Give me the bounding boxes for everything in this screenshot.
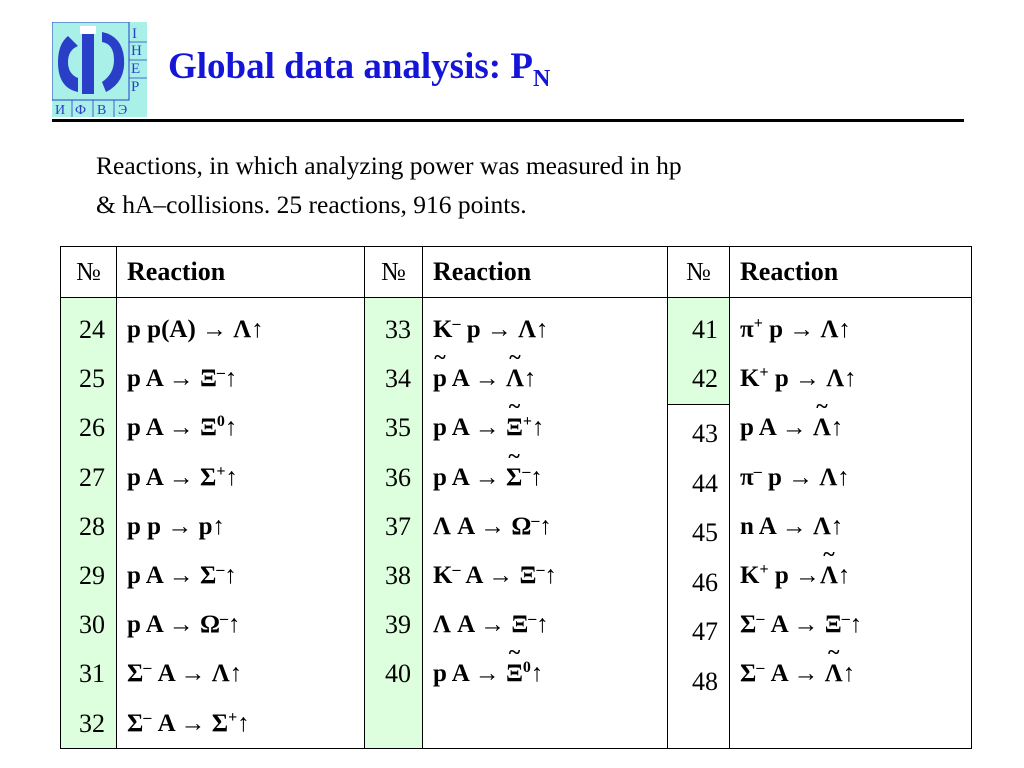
reaction-number: 30 [79,610,105,640]
svg-text:Э: Э [118,103,128,117]
numbers-column-1 [61,298,117,749]
reaction-number: 44 [692,468,718,498]
reaction-number: 39 [385,610,411,640]
reaction-formula: p A → ~ Σ–↑ [433,453,667,502]
reaction-formula: p A → Ξ–↑ [127,364,238,393]
reaction-number: 46 [692,567,718,597]
reaction-formula: K– A → Ξ–↑ [433,560,557,589]
reaction-number: 41 [692,315,718,344]
reaction-formula: Λ A → Ξ–↑ [433,610,549,639]
reaction-number: 36 [385,462,411,492]
svg-text:В: В [97,103,107,117]
reaction-header: Reaction [730,247,972,298]
reaction-number: 35 [385,413,411,443]
reaction-header: Reaction [117,247,365,298]
number-header: № [61,247,117,298]
reaction-formula: K– p → Λ↑ [433,315,549,343]
reaction-formula: Σ– A → Σ+↑ [127,708,250,737]
reaction-formula: ~ p A → ~ Λ↑ [433,354,667,403]
reaction-header: Reaction [423,247,668,298]
numbers-column-3-bottom [668,405,730,749]
reaction-formula: n A → Λ↑ [740,512,844,540]
svg-text:Р: Р [131,79,140,95]
reaction-number: 24 [79,315,105,344]
reaction-number: 47 [692,617,718,647]
reaction-number: 42 [692,364,718,394]
reaction-formula: p $A \to \Xi^0↑$ [127,413,238,442]
numbers-column-2 [365,298,423,749]
table-row [61,298,972,405]
reaction-formula: p A → Σ–↑ [127,560,237,589]
reaction-number: 25 [79,364,105,394]
reaction-formula: Λ A → Ω–↑ [433,511,552,540]
reaction-number: 29 [79,560,105,590]
reactions-column-3 [730,298,972,749]
reaction-number: 48 [692,666,718,696]
reaction-formula: Σ– A → ~ Λ↑ [740,649,971,698]
reaction-formula: p A → ~ $\Xi^0↑$ [433,649,667,698]
reaction-formula: p p(A) → Λ↑ [127,316,264,343]
reaction-number: 37 [385,511,411,541]
title-main: Global data analysis: P [168,46,533,87]
ihep-logo [52,22,147,117]
reaction-number: 27 [79,462,105,492]
reaction-number: 34 [385,364,411,394]
number-header: № [668,247,730,298]
page-title [168,46,551,92]
reaction-formula: p A → Ω–↑ [127,610,241,639]
reactions-column-1 [117,298,365,749]
numbers-column-3-top [668,298,730,405]
svg-text:I: I [132,26,137,42]
reaction-number: 38 [385,560,411,590]
reaction-formula: p A → Σ+↑ [127,462,238,491]
reaction-number: 45 [692,518,718,548]
table-header-row [61,247,972,298]
description [96,146,916,224]
svg-text:И: И [55,103,66,117]
reaction-number: 43 [692,419,718,448]
title-divider [52,119,964,122]
reaction-formula: p p → p↑ [127,512,225,540]
reaction-number: 40 [385,659,411,689]
title-subscript: N [532,66,551,92]
svg-text:Е: Е [131,61,141,77]
svg-text:Н: Н [131,43,142,59]
number-header: № [365,247,423,298]
reaction-formula: Σ– A → Ξ–↑ [740,610,863,639]
reaction-number: 26 [79,413,105,443]
reaction-number: 28 [79,511,105,541]
reaction-formula: p A → ~ Λ↑ [740,403,971,452]
reactions-table [60,246,972,749]
reactions-column-2 [423,298,668,749]
reaction-formula: K+ p → Λ↑ [740,364,857,393]
svg-text:Ф: Ф [75,103,87,117]
description-line-2: & hA–collisions. 25 reactions, 916 points. [96,190,527,219]
reaction-formula: p A → ~ Ξ+↑ [433,403,667,452]
reaction-formula: Σ– A → Λ↑ [127,659,243,688]
description-line-1: Reactions, in which analyzing power was measured in hp [96,151,682,180]
reaction-number: 32 [79,708,105,738]
reaction-formula: π+ p → Λ↑ [740,315,851,343]
reaction-number: 31 [79,659,105,689]
reaction-formula: π– p → Λ↑ [740,462,850,491]
reaction-formula: K+ p →~ Λ↑ [740,551,971,600]
reaction-number: 33 [385,315,411,344]
